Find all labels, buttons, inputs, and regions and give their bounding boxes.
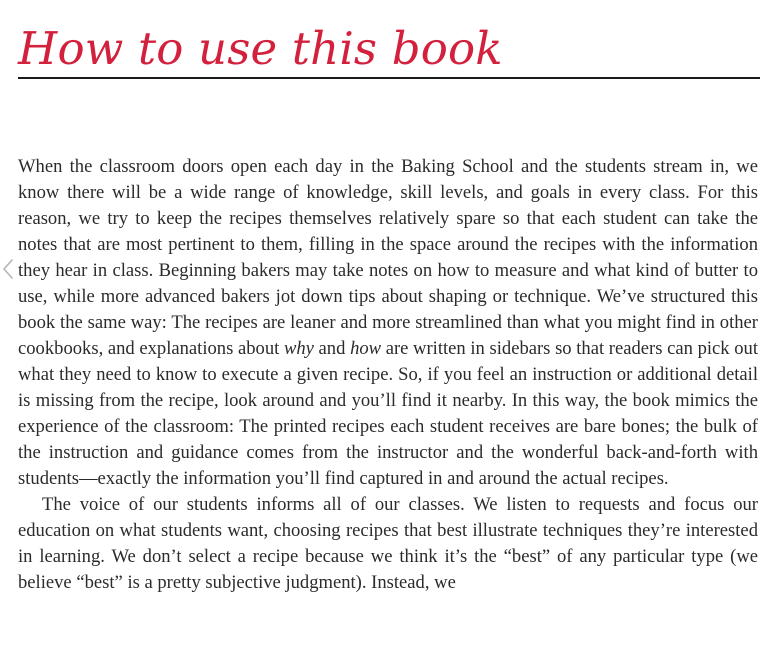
text-run-italic: why [283, 338, 314, 359]
prev-page-button[interactable] [2, 258, 14, 280]
paragraph-1 [18, 154, 758, 492]
title-rule [18, 77, 760, 79]
paragraph-2 [18, 492, 758, 596]
body-text [18, 154, 758, 596]
chevron-left-icon [2, 258, 14, 280]
text-run: The voice of our students informs all of our classes. We listen to requests and focus our education on what students want, choosing recipes that best illustrate techniques they’re interested in learning. We don’t select a recipe because we think it’s the “best” of any particular type (we believe “best” is a pretty subjective judgment). Instead, we [18, 494, 758, 593]
text-run: When the classroom doors open each day in the Baking School and the students stream in, we know there will be a wide range of knowledge, skill levels, and goals in every class. For this reason, we try to keep the recipes themselves relatively spare so that each student can take the notes that are most pertinent to them, filling in the space around the recipes with the information they hear in class. Beginning bakers may take notes on how to measure and what kind of butter to use, while more advanced bakers jot down tips about shaping or technique. We’ve structured this book the same way: The recipes are leaner and more streamlined than what you might find in other cookbooks, and explanations about [18, 156, 758, 359]
chapter-title: How to use this book [18, 22, 503, 75]
text-run: are written in sidebars so that readers can pick out what they need to know to execute a given recipe. So, if you feel an instruction or additional detail is missing from the recipe, look around and you’ll find it nearby. In this way, the book mimics the experience of the classroom: The printed recipes each student receives are bare bones; the bulk of the instruction and guidance comes from the instructor and the wonderful back-and-forth with students—exactly the information you’ll find captured in and around the actual recipes. [18, 338, 758, 489]
text-run-italic: how [350, 338, 382, 359]
text-run: and [313, 338, 351, 359]
